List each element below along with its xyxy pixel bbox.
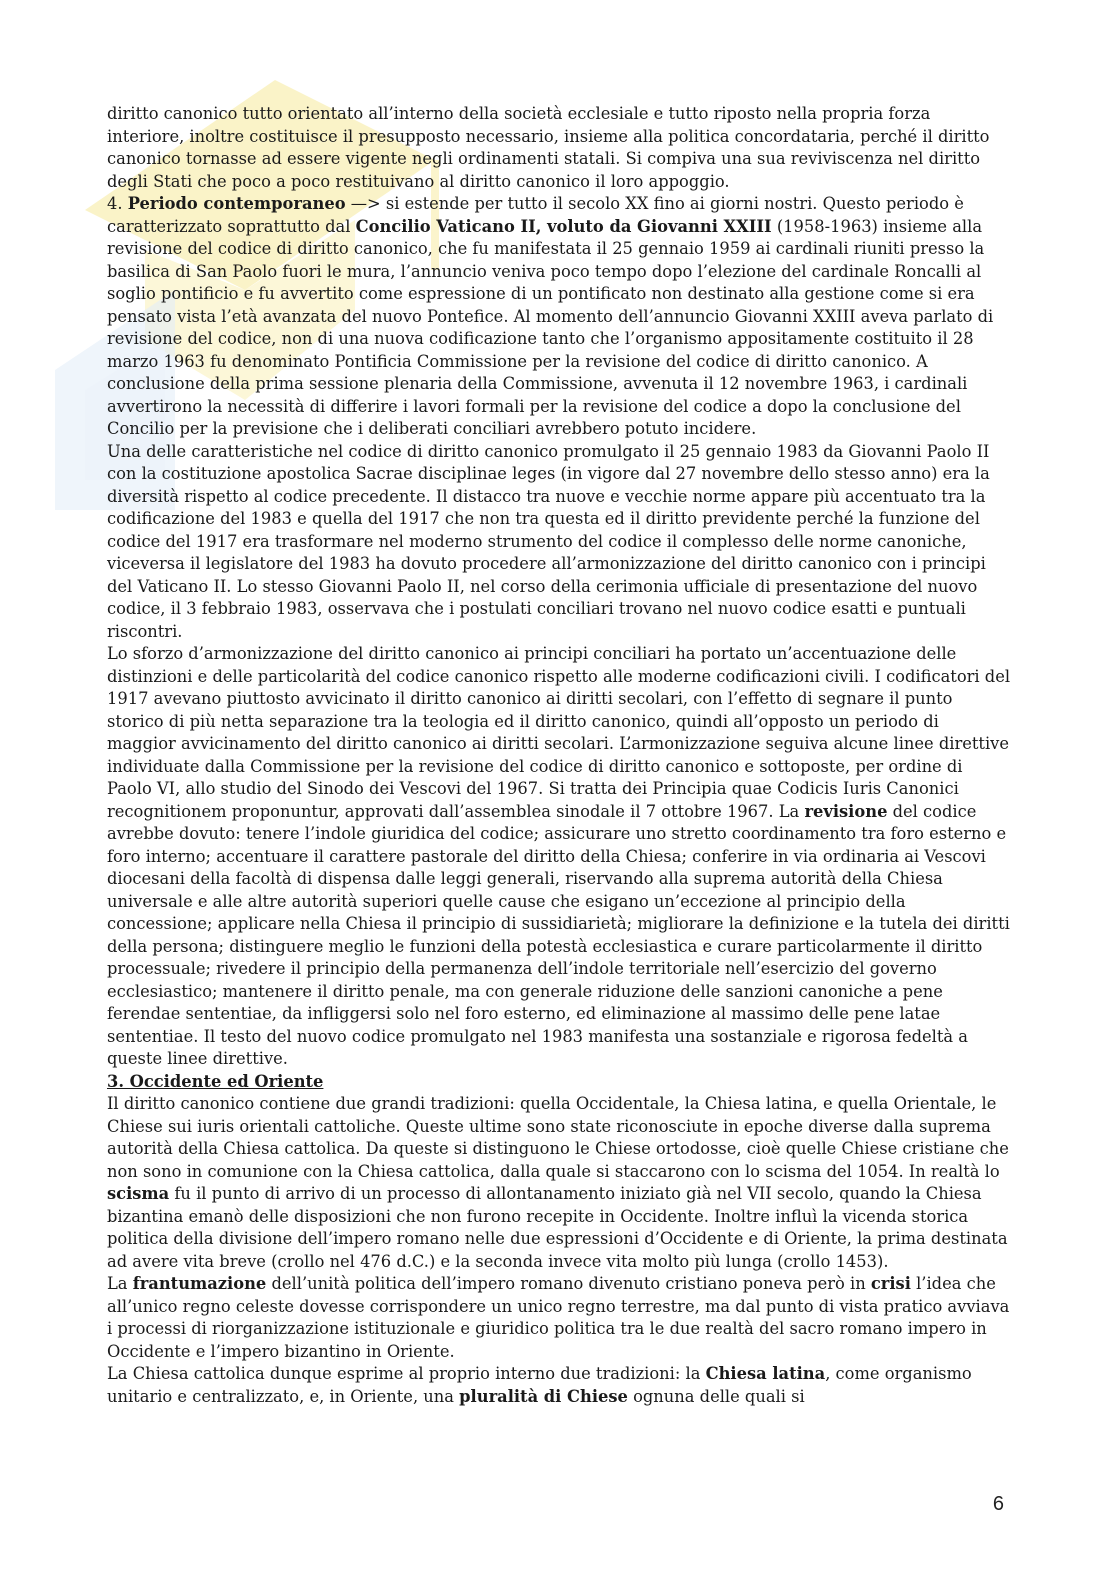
section-heading-occidente-oriente: 3. Occidente ed Oriente (107, 1071, 324, 1091)
page-number: 6 (992, 1493, 1004, 1515)
paragraph-chiesa-cattolica (107, 1363, 1012, 1408)
text-run: (1958-1963) insieme alla revisione del codice di diritto canonico, che fu manifestata il 25 gennaio 1959 ai cardinali riuniti presso la basilica di San Paolo fuori le mura, l’annuncio veniva poco tempo dopo l’elezione del cardinale Roncalli al soglio pontificio e fu avvertito come espressione di un pontificato non destinato alla gestione come si era pensato vista l’età avanzata del nuovo Pontefice. Al momento dell’annuncio Giovanni XXIII aveva parlato di revisione del codice, non di una nuova codificazione tanto che l’organismo appositamente costituito il 28 marzo 1963 fu denominato Pontificia Commissione per la revisione del codice di diritto canonico. A conclusione della prima sessione plenaria della Commissione, avvenuta il 12 novembre 1963, i cardinali avvertirono la necessità di differire i lavori formali per la revisione del codice a dopo la conclusione del Concilio per la previsione che i deliberati conciliari avrebbero potuto incidere. (107, 216, 994, 438)
bold-term-crisi: crisi (870, 1274, 911, 1293)
text-run: La Chiesa cattolica dunque esprime al proprio interno due tradizioni: la (107, 1364, 706, 1383)
paragraph-periodo-contemporaneo (107, 193, 1012, 441)
document-body (107, 103, 1012, 1408)
text-run: del codice avrebbe dovuto: tenere l’indole giuridica del codice; assicurare uno stretto coordinamento tra foro esterno e foro interno; accentuare il carattere pastorale del diritto della Chiesa; conferire in via ordinaria ai Vescovi diocesani della facoltà di dispensa dalle leggi generali, riservando alla suprema autorità della Chiesa universale e alle altre autorità superiori quelle cause che esigano un’eccezione al principio della concessione; applicare nella Chiesa il principio di sussidiarietà; migliorare la definizione e la tutela dei diritti della persona; distinguere meglio le funzioni della potestà ecclesiastica e curare particolarmente il diritto processuale; rivedere il principio della permanenza dell’indole territoriale nell’esercizio del governo ecclesiastico; mantenere il diritto penale, ma con generale riduzione delle sanzioni canoniche a pene ferendae sententiae, da infliggersi solo nel foro esterno, ed eliminazione al massimo delle pene latae sententiae. Il testo del nuovo codice promulgato nel 1983 manifesta una sostanziale e rigorosa fedeltà a queste linee direttive. (107, 801, 1010, 1068)
bold-term-periodo-contemporaneo: Periodo contemporaneo (127, 194, 346, 213)
paragraph-codice-1983: Una delle caratteristiche nel codice di diritto canonico promulgato il 25 gennaio 1983 da Giovanni Paolo II con la costituzione apostolica Sacrae disciplinae leges (in vigore dal 27 novembre dello stesso anno) era la diversità rispetto al codice precedente. Il distacco tra nuove e vecchie norme appare più accentuato tra la codificazione del 1983 e quella del 1917 che non tra questa ed il diritto previdente perché la funzione del codice del 1917 era trasformare nel moderno strumento del codice il complesso delle norme canoniche, viceversa il legislatore del 1983 ha dovuto procedere all’armonizzazione del diritto canonico con i principi del Vaticano II. Lo stesso Giovanni Paolo II, nel corso della cerimonia ufficiale di presentazione del nuovo codice, il 3 febbraio 1983, osservava che i postulati conciliari trovano nel nuovo codice esatti e puntuali riscontri. (107, 441, 990, 641)
bold-term-scisma: scisma (107, 1184, 170, 1203)
bold-term-revisione: revisione (804, 801, 888, 821)
text-run: La (107, 1274, 133, 1293)
paragraph-due-tradizioni (107, 1093, 1012, 1273)
paragraph-armonizzazione (107, 643, 1012, 1071)
list-number: 4. (107, 194, 128, 213)
text-run: Il diritto canonico contiene due grandi tradizioni: quella Occidentale, la Chiesa latina, e quella Orientale, le Chiese sui iuris orientali cattoliche. Queste ultime sono state riconosciute in epoche diverse dalla suprema autorità della Chiesa cattolica. Da queste si distinguono le Chiese ortodosse, cioè quelle Chiese cristiane che non sono in comunione con la Chiesa cattolica, dalla quale si staccarono con lo scisma del 1054. In realtà lo (107, 1094, 1009, 1181)
paragraph-frantumazione (107, 1273, 1012, 1363)
bold-term-frantumazione: frantumazione (132, 1274, 267, 1293)
text-run: —> si estende per tutto il secolo XX fino ai giorni nostri. Questo periodo è caratterizzato soprattutto dal (107, 194, 964, 236)
text-run: l’idea che all’unico regno celeste dovesse corrispondere un unico regno terrestre, ma dal punto di vista pratico avviava i processi di riorganizzazione istituzionale e giuridico politica tra le due realtà del sacro romano impero in Occidente e l’impero bizantino in Oriente. (107, 1274, 1010, 1361)
text-run: dell’unità politica dell’impero romano divenuto cristiano poneva però in (266, 1274, 871, 1293)
bold-term-concilio: Concilio Vaticano II, voluto da Giovanni XXIII (355, 216, 772, 236)
paragraph-intro: diritto canonico tutto orientato all’interno della società ecclesiale e tutto riposto nella propria forza interiore, inoltre costituisce il presupposto necessario, insieme alla politica concordataria, perché il diritto canonico tornasse ad essere vigente negli ordinamenti statali. Si compiva una sua reviviscenza nel diritto degli Stati che poco a poco restituivano al diritto canonico il loro appoggio. (107, 104, 990, 191)
text-run: Lo sforzo d’armonizzazione del diritto canonico ai principi conciliari ha portato un’accentuazione delle distinzioni e delle particolarità del codice canonico rispetto alle moderne codificazioni civili. I codificatori del 1917 avevano piuttosto avvicinato il diritto canonico ai diritti secolari, con l’effetto di segnare il punto storico di più netta separazione tra la teologia ed il diritto canonico, quindi all’opposto un periodo di maggior avvicinamento del diritto canonico ai diritti secolari. L’armonizzazione seguiva alcune linee direttive individuate dalla Commissione per la revisione del codice di diritto canonico e sottoposte, per ordine di Paolo VI, allo studio del Sinodo dei Vescovi del 1967. Si tratta dei Principia quae Codicis Iuris Canonici recognitionem proponuntur, approvati dall’assemblea sinodale il 7 ottobre 1967. La (107, 644, 1011, 821)
bold-term-chiesa-latina: Chiesa latina (705, 1364, 826, 1383)
bold-term-pluralita-chiese: pluralità di Chiese (459, 1386, 628, 1406)
text-run: , come organismo unitario e centralizzato, e, in Oriente, una (107, 1364, 972, 1406)
text-run: fu il punto di arrivo di un processo di allontanamento iniziato già nel VII secolo, quando la Chiesa bizantina emanò delle disposizioni che non furono recepite in Occidente. Inoltre influì la vicenda storica politica della divisione dell’impero romano nelle due espressioni d’Occidente e di Oriente, la prima destinata ad avere vita breve (crollo nel 476 d.C.) e la seconda invece vita molto più lunga (crollo 1453). (107, 1184, 1008, 1271)
text-run: ognuna delle quali si (627, 1386, 805, 1406)
